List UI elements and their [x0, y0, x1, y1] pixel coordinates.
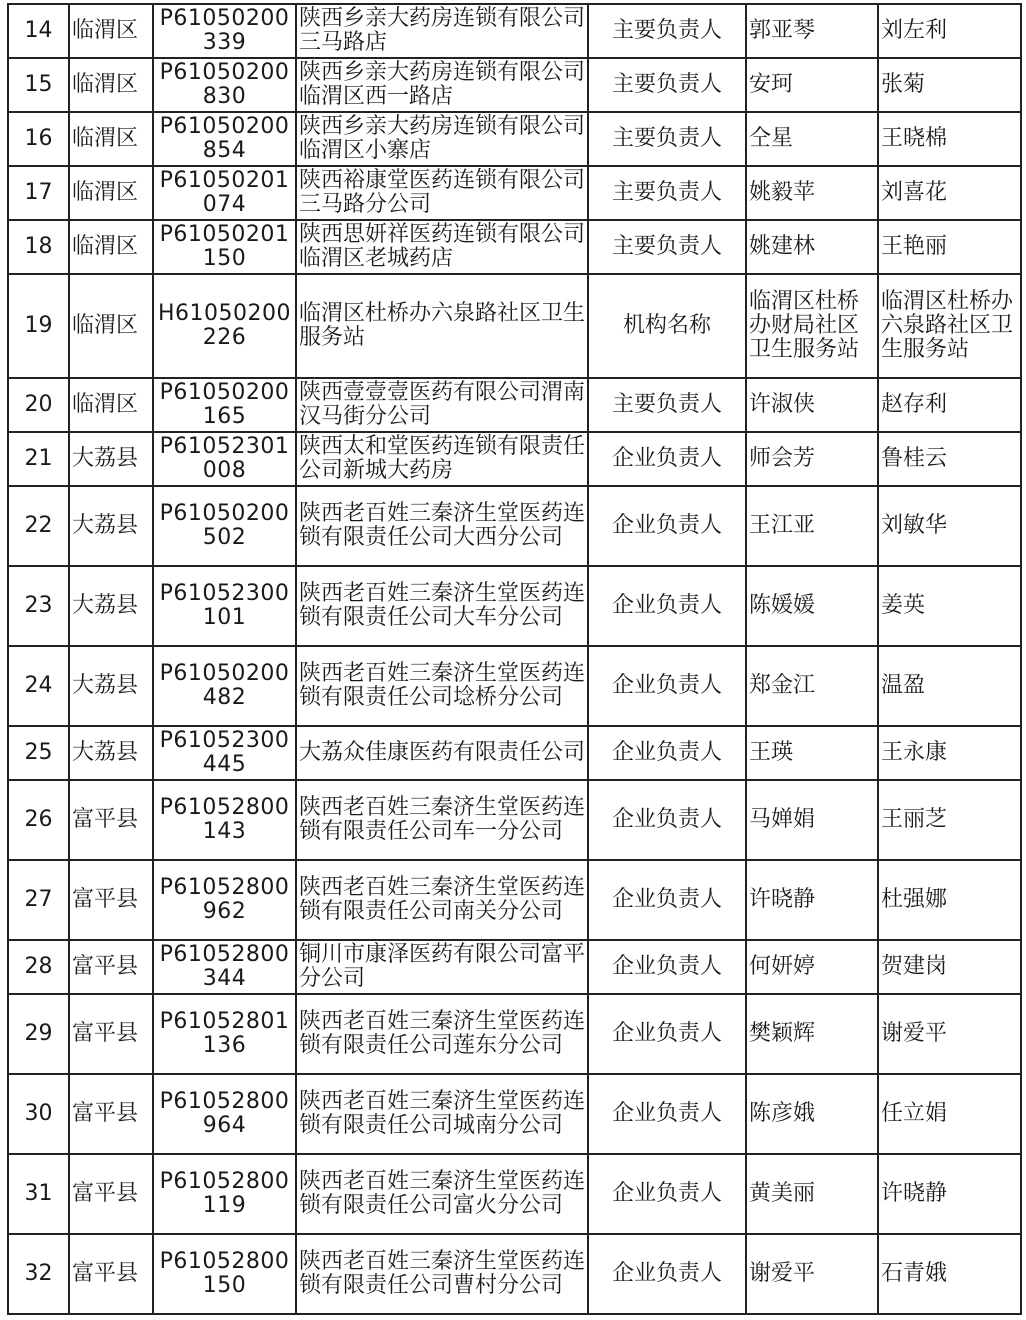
organization-name-cell: 陕西乡亲大药房连锁有限公司三马路店 [296, 4, 588, 58]
organization-name-cell: 临渭区杜桥办六泉路社区卫生服务站 [296, 274, 588, 378]
district-cell: 大荔县 [69, 646, 153, 726]
registration-code-cell: P61052800964 [153, 1074, 296, 1154]
row-number: 23 [8, 566, 69, 646]
row-number: 15 [8, 58, 69, 112]
registration-code-cell: P61052800962 [153, 860, 296, 940]
district-cell: 富平县 [69, 1234, 153, 1314]
registration-code-cell: P61052300101 [153, 566, 296, 646]
person-1-cell: 许淑侠 [746, 378, 878, 432]
registration-code-cell: P61052300445 [153, 726, 296, 780]
person-1-cell: 王江亚 [746, 486, 878, 566]
person-1-cell: 仝星 [746, 112, 878, 166]
person-2-cell: 刘左利 [878, 4, 1021, 58]
person-1-cell: 郭亚琴 [746, 4, 878, 58]
person-2-cell: 姜英 [878, 566, 1021, 646]
table-row [8, 994, 1021, 1074]
table-row [8, 646, 1021, 726]
registration-code-cell: P61052801136 [153, 994, 296, 1074]
row-number: 27 [8, 860, 69, 940]
registration-code-cell: P61050200165 [153, 378, 296, 432]
role-cell: 主要负责人 [588, 166, 746, 220]
person-1-cell: 王瑛 [746, 726, 878, 780]
registration-code-cell: P61050200339 [153, 4, 296, 58]
district-cell: 临渭区 [69, 112, 153, 166]
organization-name-cell: 陕西裕康堂医药连锁有限公司三马路分公司 [296, 166, 588, 220]
organization-name-cell: 陕西壹壹壹医药有限公司渭南汉马街分公司 [296, 378, 588, 432]
role-cell: 企业负责人 [588, 726, 746, 780]
organization-name-cell: 铜川市康泽医药有限公司富平分公司 [296, 940, 588, 994]
registration-code-cell: P61050201150 [153, 220, 296, 274]
organization-name-cell: 陕西乡亲大药房连锁有限公司临渭区西一路店 [296, 58, 588, 112]
person-1-cell: 陈彦娥 [746, 1074, 878, 1154]
person-2-cell: 任立娟 [878, 1074, 1021, 1154]
table-row [8, 566, 1021, 646]
district-cell: 富平县 [69, 1074, 153, 1154]
person-2-cell: 刘喜花 [878, 166, 1021, 220]
registration-code-cell: P61052800143 [153, 780, 296, 860]
person-2-cell: 刘敏华 [878, 486, 1021, 566]
registration-code-cell: P61052800344 [153, 940, 296, 994]
person-1-cell: 姚毅苹 [746, 166, 878, 220]
row-number: 21 [8, 432, 69, 486]
row-number: 17 [8, 166, 69, 220]
person-2-cell: 贺建岗 [878, 940, 1021, 994]
row-number: 24 [8, 646, 69, 726]
organization-name-cell: 陕西老百姓三秦济生堂医药连锁有限责任公司车一分公司 [296, 780, 588, 860]
organization-name-cell: 陕西太和堂医药连锁有限责任公司新城大药房 [296, 432, 588, 486]
district-cell: 大荔县 [69, 566, 153, 646]
registration-code-cell: P61050200482 [153, 646, 296, 726]
table-row [8, 58, 1021, 112]
table-row [8, 1074, 1021, 1154]
roster-table [7, 3, 1022, 1315]
table-row [8, 860, 1021, 940]
registration-code-cell: P61050200502 [153, 486, 296, 566]
person-1-cell: 郑金江 [746, 646, 878, 726]
row-number: 31 [8, 1154, 69, 1234]
table-row [8, 780, 1021, 860]
district-cell: 富平县 [69, 994, 153, 1074]
person-1-cell: 许晓静 [746, 860, 878, 940]
row-number: 25 [8, 726, 69, 780]
district-cell: 富平县 [69, 1154, 153, 1234]
person-2-cell: 杜强娜 [878, 860, 1021, 940]
person-1-cell: 姚建林 [746, 220, 878, 274]
role-cell: 企业负责人 [588, 646, 746, 726]
organization-name-cell: 陕西老百姓三秦济生堂医药连锁有限责任公司大西分公司 [296, 486, 588, 566]
row-number: 28 [8, 940, 69, 994]
district-cell: 富平县 [69, 780, 153, 860]
role-cell: 主要负责人 [588, 220, 746, 274]
person-2-cell: 谢爱平 [878, 994, 1021, 1074]
row-number: 30 [8, 1074, 69, 1154]
table-row [8, 378, 1021, 432]
role-cell: 企业负责人 [588, 432, 746, 486]
role-cell: 企业负责人 [588, 780, 746, 860]
organization-name-cell: 陕西老百姓三秦济生堂医药连锁有限责任公司埝桥分公司 [296, 646, 588, 726]
role-cell: 企业负责人 [588, 1234, 746, 1314]
person-2-cell: 临渭区杜桥办六泉路社区卫生服务站 [878, 274, 1021, 378]
registration-code-cell: P61050201074 [153, 166, 296, 220]
registration-code-cell: P61050200854 [153, 112, 296, 166]
district-cell: 富平县 [69, 860, 153, 940]
person-2-cell: 王永康 [878, 726, 1021, 780]
person-2-cell: 王晓棉 [878, 112, 1021, 166]
person-1-cell: 师会芳 [746, 432, 878, 486]
role-cell: 主要负责人 [588, 4, 746, 58]
organization-name-cell: 陕西思妍祥医药连锁有限公司临渭区老城药店 [296, 220, 588, 274]
row-number: 29 [8, 994, 69, 1074]
table-row [8, 112, 1021, 166]
role-cell: 企业负责人 [588, 1074, 746, 1154]
organization-name-cell: 陕西老百姓三秦济生堂医药连锁有限责任公司城南分公司 [296, 1074, 588, 1154]
row-number: 26 [8, 780, 69, 860]
district-cell: 临渭区 [69, 274, 153, 378]
person-1-cell: 樊颖辉 [746, 994, 878, 1074]
person-1-cell: 临渭区杜桥办财局社区卫生服务站 [746, 274, 878, 378]
person-1-cell: 黄美丽 [746, 1154, 878, 1234]
role-cell: 主要负责人 [588, 58, 746, 112]
person-2-cell: 鲁桂云 [878, 432, 1021, 486]
person-1-cell: 陈媛媛 [746, 566, 878, 646]
organization-name-cell: 陕西老百姓三秦济生堂医药连锁有限责任公司莲东分公司 [296, 994, 588, 1074]
role-cell: 主要负责人 [588, 112, 746, 166]
person-1-cell: 何妍婷 [746, 940, 878, 994]
row-number: 16 [8, 112, 69, 166]
district-cell: 富平县 [69, 940, 153, 994]
table-row [8, 432, 1021, 486]
role-cell: 企业负责人 [588, 1154, 746, 1234]
table-row [8, 1154, 1021, 1234]
role-cell: 企业负责人 [588, 566, 746, 646]
table-row [8, 274, 1021, 378]
table-row [8, 4, 1021, 58]
table-row [8, 486, 1021, 566]
table-row [8, 940, 1021, 994]
organization-name-cell: 大荔众佳康医药有限责任公司 [296, 726, 588, 780]
row-number: 19 [8, 274, 69, 378]
district-cell: 临渭区 [69, 58, 153, 112]
table-row [8, 220, 1021, 274]
person-2-cell: 王丽芝 [878, 780, 1021, 860]
person-2-cell: 许晓静 [878, 1154, 1021, 1234]
person-2-cell: 赵存利 [878, 378, 1021, 432]
registration-code-cell: P61052800150 [153, 1234, 296, 1314]
organization-name-cell: 陕西老百姓三秦济生堂医药连锁有限责任公司大车分公司 [296, 566, 588, 646]
registration-code-cell: P61052301008 [153, 432, 296, 486]
organization-name-cell: 陕西老百姓三秦济生堂医药连锁有限责任公司曹村分公司 [296, 1234, 588, 1314]
role-cell: 企业负责人 [588, 940, 746, 994]
table-row [8, 726, 1021, 780]
person-1-cell: 马婵娟 [746, 780, 878, 860]
district-cell: 临渭区 [69, 378, 153, 432]
registration-code-cell: P61052800119 [153, 1154, 296, 1234]
district-cell: 大荔县 [69, 486, 153, 566]
organization-name-cell: 陕西老百姓三秦济生堂医药连锁有限责任公司富火分公司 [296, 1154, 588, 1234]
role-cell: 企业负责人 [588, 994, 746, 1074]
role-cell: 企业负责人 [588, 486, 746, 566]
role-cell: 机构名称 [588, 274, 746, 378]
district-cell: 大荔县 [69, 726, 153, 780]
person-2-cell: 温盈 [878, 646, 1021, 726]
district-cell: 临渭区 [69, 166, 153, 220]
person-1-cell: 安珂 [746, 58, 878, 112]
district-cell: 临渭区 [69, 220, 153, 274]
table-row [8, 1234, 1021, 1314]
row-number: 14 [8, 4, 69, 58]
roster-body [8, 4, 1021, 1314]
registration-code-cell: H61050200226 [153, 274, 296, 378]
role-cell: 主要负责人 [588, 378, 746, 432]
table-row [8, 166, 1021, 220]
person-2-cell: 张菊 [878, 58, 1021, 112]
role-cell: 企业负责人 [588, 860, 746, 940]
person-1-cell: 谢爱平 [746, 1234, 878, 1314]
person-2-cell: 石青娥 [878, 1234, 1021, 1314]
row-number: 18 [8, 220, 69, 274]
row-number: 22 [8, 486, 69, 566]
district-cell: 临渭区 [69, 4, 153, 58]
registration-code-cell: P61050200830 [153, 58, 296, 112]
district-cell: 大荔县 [69, 432, 153, 486]
organization-name-cell: 陕西乡亲大药房连锁有限公司临渭区小寨店 [296, 112, 588, 166]
row-number: 32 [8, 1234, 69, 1314]
organization-name-cell: 陕西老百姓三秦济生堂医药连锁有限责任公司南关分公司 [296, 860, 588, 940]
person-2-cell: 王艳丽 [878, 220, 1021, 274]
row-number: 20 [8, 378, 69, 432]
